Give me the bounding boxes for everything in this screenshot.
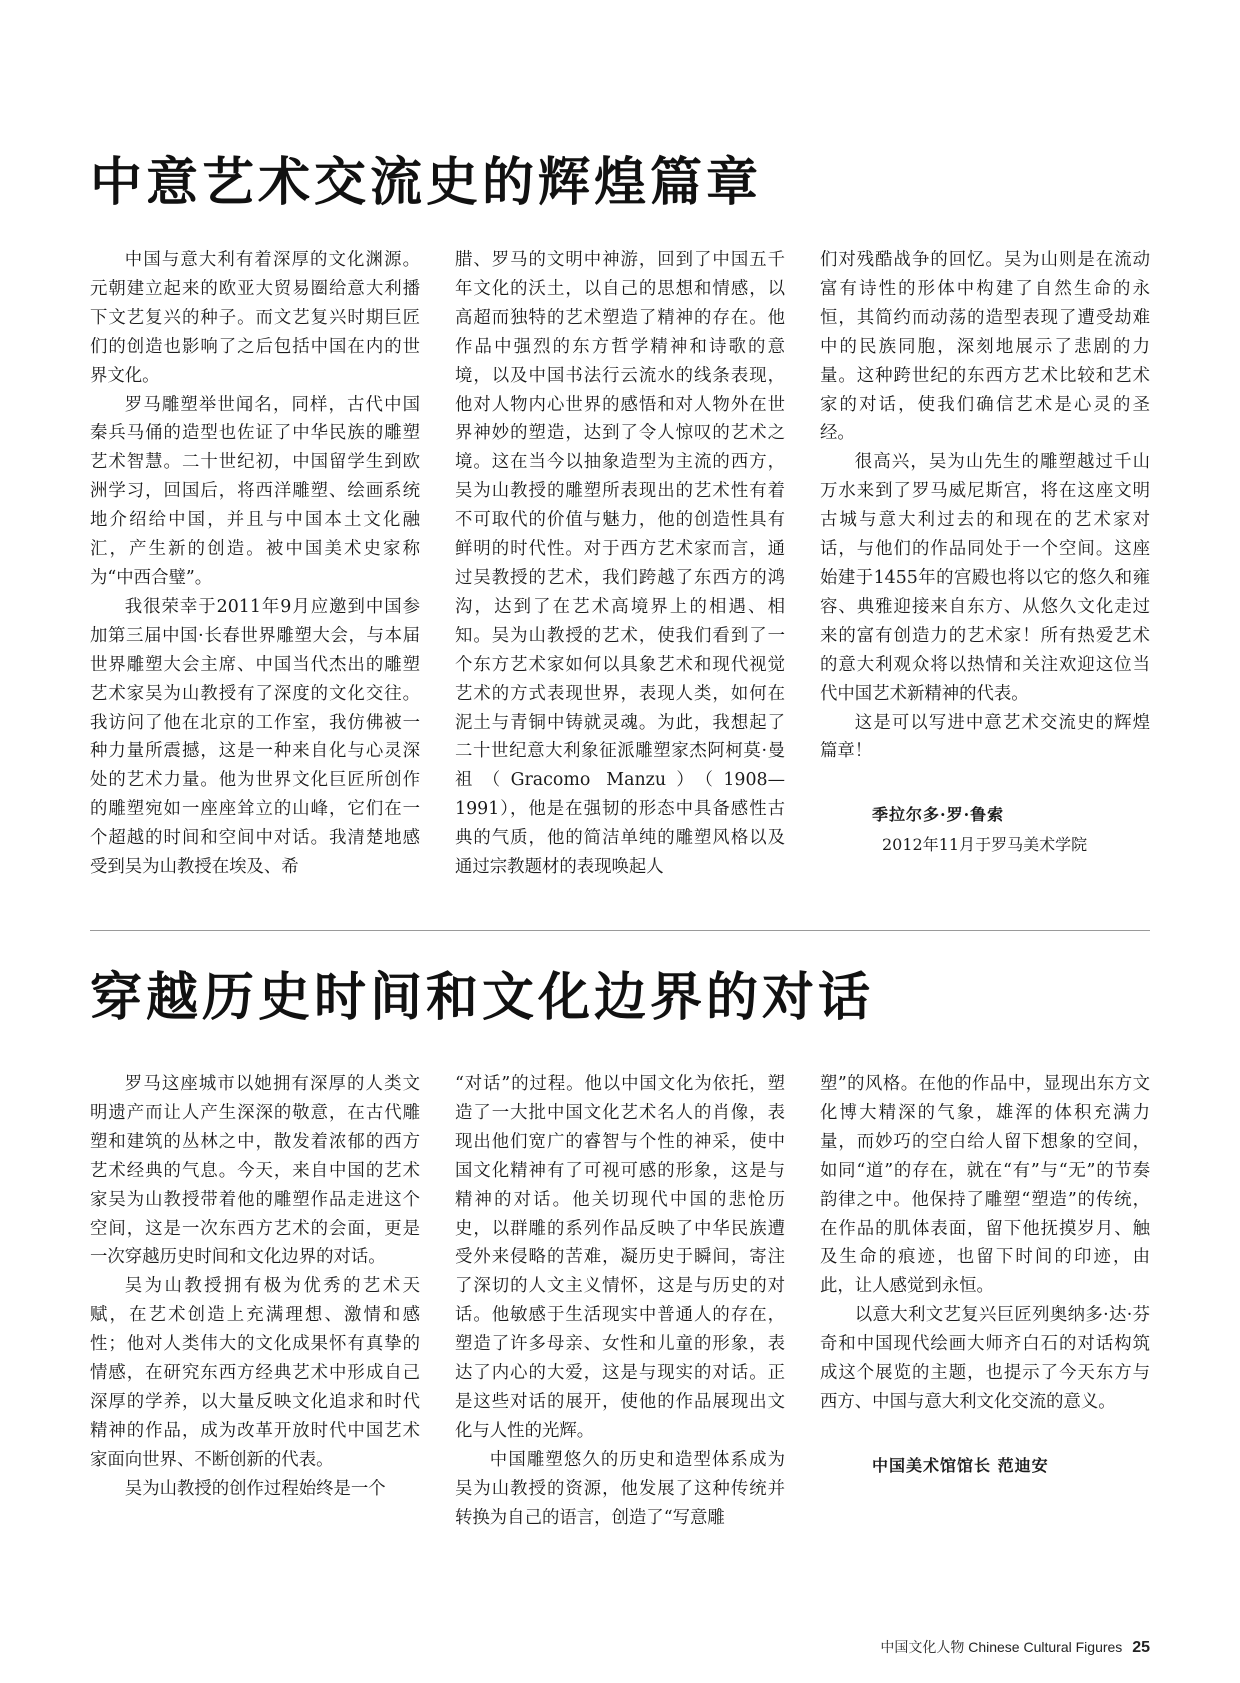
signature-date: 2012年11月于罗马美术学院 (882, 835, 1088, 855)
paragraph: 中国雕塑悠久的历史和造型体系成为吴为山教授的资源，他发展了这种传统并转换为自己的语言，创造了“写意雕 (455, 1449, 785, 1528)
article-1-column-1 (90, 246, 420, 886)
magazine-name: 中国文化人物 Chinese Cultural Figures (880, 1639, 1123, 1655)
article-1-body (90, 246, 1150, 886)
paragraph: 很高兴，吴为山先生的雕塑越过千山万水来到了罗马威尼斯宫，将在这座文明古城与意大利过去的和现在的艺术家对话，与他们的作品同处于一个空间。这座始建于1455年的宫殿也将以它的悠久和雍容、典雅迎接来自东方、从悠久文化走过来的富有创造力的艺术家！所有热爱艺术的意大利观众将以热情和关注欢迎这位当代中国艺术新精神的代表。 (820, 452, 1150, 704)
article-1-column-2 (455, 246, 785, 886)
section-divider (90, 930, 1150, 931)
paragraph: 们对残酷战争的回忆。吴为山则是在流动富有诗性的形体中构建了自然生命的永恒，其简约而动荡的造型表现了遭受劫难中的民族同胞，深刻地展示了悲剧的力量。这种跨世纪的东西方艺术比较和艺术家的对话，使我们确信艺术是心灵的圣经。 (820, 250, 1150, 444)
article-2-signature (820, 1451, 1150, 1481)
author-name: 中国美术馆馆长 范迪安 (872, 1455, 1049, 1475)
article-2-body (90, 1070, 1150, 1570)
paragraph: “对话”的过程。他以中国文化为依托，塑造了一大批中国文化艺术名人的肖像，表现出他们宽广的睿智与个性的神采，使中国文化精神有了可视可感的形象，这是与精神的对话。他关切现代中国的悲怆历史，以群雕的系列作品反映了中华民族遭受外来侵略的苦难，凝历史于瞬间，寄注了深切的人文主义情怀，这是与历史的对话。他敏感于生活现实中普通人的存在，塑造了许多母亲、女性和儿童的形象，表达了内心的大爱，这是与现实的对话。正是这些对话的展开，使他的作品展现出文化与人性的光辉。 (455, 1074, 785, 1441)
paragraph: 以意大利文艺复兴巨匠列奥纳多·达·芬奇和中国现代绘画大师齐白石的对话构筑成这个展览的主题，也提示了今天东方与西方、中国与意大利文化交流的意义。 (820, 1305, 1150, 1412)
article-2-title: 穿越历史时间和文化边界的对话 (90, 967, 875, 1028)
paragraph: 中国与意大利有着深厚的文化渊源。元朝建立起来的欧亚大贸易圈给意大利播下文艺复兴的种子。而文艺复兴时期巨匠们的创造也影响了之后包括中国在内的世界文化。 (90, 250, 420, 386)
paragraph: 罗马雕塑举世闻名，同样，古代中国秦兵马俑的造型也佐证了中华民族的雕塑艺术智慧。二十世纪初，中国留学生到欧洲学习，回国后，将西洋雕塑、绘画系统地介绍给中国，并且与中国本土文化融汇，产生新的创造。被中国美术史家称为“中西合璧”。 (90, 394, 420, 588)
paragraph: 塑”的风格。在他的作品中，显现出东方文化博大精深的气象，雄浑的体积充满力量，而妙巧的空白给人留下想象的空间，如同“道”的存在，就在“有”与“无”的节奏韵律之中。他保持了雕塑“塑造”的传统，在作品的肌体表面，留下他抚摸岁月、触及生命的痕迹，也留下时间的印迹，由此，让人感觉到永恒。 (820, 1074, 1150, 1297)
paragraph: 这是可以写进中意艺术交流史的辉煌篇章！ (820, 712, 1150, 762)
paragraph: 吴为山教授的创作过程始终是一个 (124, 1478, 386, 1499)
article-1-title: 中意艺术交流史的辉煌篇章 (90, 152, 763, 213)
page-footer (880, 1637, 1150, 1657)
paragraph: 我很荣幸于2011年9月应邀到中国参加第三届中国·长春世界雕塑大会，与本届世界雕塑大会主席、中国当代杰出的雕塑艺术家吴为山教授有了深度的文化交往。我访问了他在北京的工作室，我仿佛被一种力量所震撼，这是一种来自化与心灵深处的艺术力量。他为世界文化巨匠所创作的雕塑宛如一座座耸立的山峰，它们在一个超越的时间和空间中对话。我清楚地感受到吴为山教授在埃及、希 (90, 596, 420, 878)
page-number: 25 (1132, 1639, 1150, 1656)
article-1-signature (820, 800, 1150, 860)
paragraph: 罗马这座城市以她拥有深厚的人类文明遗产而让人产生深深的敬意，在古代雕塑和建筑的丛林之中，散发着浓郁的西方艺术经典的气息。今天，来自中国的艺术家吴为山教授带着他的雕塑作品走进这个空间，这是一次东西方艺术的会面，更是一次穿越历史时间和文化边界的对话。 (90, 1074, 420, 1268)
author-name: 季拉尔多·罗·鲁索 (872, 805, 1005, 825)
paragraph: 吴为山教授拥有极为优秀的艺术天赋，在艺术创造上充满理想、激情和感性；他对人类伟大的文化成果怀有真挚的情感，在研究东西方经典艺术中形成自己深厚的学养，以大量反映文化追求和时代精神的作品，成为改革开放时代中国艺术家面向世界、不断创新的代表。 (90, 1276, 420, 1470)
article-2-column-3 (820, 1070, 1150, 1570)
article-1-column-3 (820, 246, 1150, 886)
article-2-column-1 (90, 1070, 420, 1570)
article-2-column-2 (455, 1070, 785, 1570)
paragraph: 腊、罗马的文明中神游，回到了中国五千年文化的沃土，以自己的思想和情感，以高超而独特的艺术塑造了精神的存在。他作品中强烈的东方哲学精神和诗歌的意境，以及中国书法行云流水的线条表现，他对人物内心世界的感悟和对人物外在世界神妙的塑造，达到了令人惊叹的艺术之境。这在当今以抽象造型为主流的西方，吴为山教授的雕塑所表现出的艺术性有着不可取代的价值与魅力，他的创造性具有鲜明的时代性。对于西方艺术家而言，通过吴教授的艺术，我们跨越了东西方的鸿沟，达到了在艺术高境界上的相遇、相知。吴为山教授的艺术，使我们看到了一个东方艺术家如何以具象艺术和现代视觉艺术的方式表现世界，表现人类，如何在泥土与青铜中铸就灵魂。为此，我想起了二十世纪意大利象征派雕塑家杰阿柯莫·曼祖（Gracomo Manzu）（1908—1991），他是在强韧的形态中具备感性古典的气质，他的简洁单纯的雕塑风格以及通过宗教题材的表现唤起人 (455, 250, 785, 878)
